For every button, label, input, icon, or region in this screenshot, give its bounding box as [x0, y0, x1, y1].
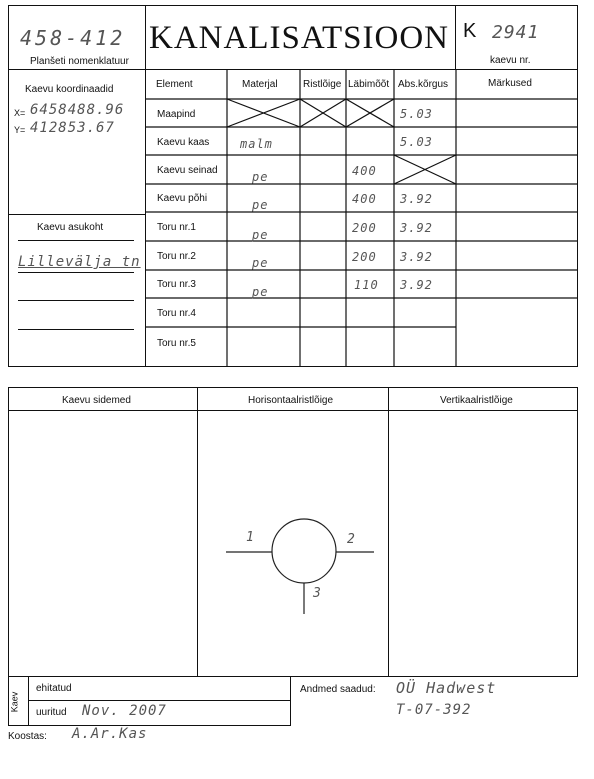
x-coordinate: 6458488.96	[30, 102, 125, 118]
koostas-value: A.Ar.Kas	[72, 726, 148, 742]
cell-abs-korgus: 3.92	[400, 250, 433, 264]
row-element: Kaevu kaas	[157, 137, 210, 148]
footer-mid-line	[28, 700, 290, 701]
location-label: Kaevu asukoht	[37, 222, 104, 233]
cell-materjal: pe	[252, 228, 269, 242]
cell-abs-korgus: 3.92	[400, 192, 433, 206]
andmed-label: Andmed saadud:	[300, 684, 376, 695]
col-header-element: Element	[156, 79, 193, 90]
planseti-label: Planšeti nomenklatuur	[30, 56, 129, 67]
row-element: Toru nr.1	[157, 222, 196, 233]
cell-materjal: malm	[240, 137, 273, 151]
col-header-materjal: Materjal	[242, 79, 278, 90]
cell-labimoot: 400	[352, 192, 377, 206]
row-element: Toru nr.3	[157, 279, 196, 290]
cell-abs-korgus: 3.92	[400, 221, 433, 235]
vertikaal-label: Vertikaalristlõige	[440, 395, 513, 406]
x-prefix: X=	[14, 108, 26, 118]
kaevu-number-label: kaevu nr.	[490, 55, 531, 66]
col-header-abs-korgus: Abs.kõrgus	[398, 79, 449, 90]
row-element: Kaevu seinad	[157, 165, 218, 176]
k-letter: K	[463, 20, 477, 42]
cell-materjal: pe	[252, 285, 269, 299]
cell-materjal: pe	[252, 170, 269, 184]
row-element: Toru nr.5	[157, 338, 196, 349]
footer-kaev-divider	[28, 677, 29, 726]
cell-labimoot: 200	[352, 250, 377, 264]
planseti-number: 458-412	[20, 26, 126, 50]
row-element: Toru nr.4	[157, 308, 196, 319]
cell-abs-korgus: 5.03	[400, 135, 433, 149]
footer-left-bottom	[8, 725, 290, 726]
coordinates-label: Kaevu koordinaadid	[25, 84, 114, 95]
sidemed-label: Kaevu sidemed	[62, 395, 131, 406]
page-title: KANALISATSIOON	[149, 20, 449, 56]
y-prefix: Y=	[14, 125, 26, 135]
ehitatud-label: ehitatud	[36, 683, 72, 694]
cell-materjal: pe	[252, 256, 269, 270]
cell-materjal: pe	[252, 198, 269, 212]
pipe-label-1: 1	[246, 530, 255, 545]
location-value: Lillevälja tn	[18, 254, 141, 270]
pipe-label-2: 2	[347, 532, 356, 547]
row-element: Maapind	[157, 109, 196, 120]
col-header-ristloige: Ristlõige	[303, 79, 342, 90]
andmed-value-2: T-07-392	[396, 702, 472, 718]
cell-labimoot: 200	[352, 221, 377, 235]
uuritud-value: Nov. 2007	[82, 703, 167, 719]
col-header-labimoot: Läbimõõt	[348, 79, 390, 90]
koostas-label: Koostas:	[8, 731, 47, 742]
cell-labimoot: 400	[352, 164, 377, 178]
footer-right-divider	[290, 677, 291, 726]
kaev-label: Kaev	[9, 691, 20, 713]
cell-abs-korgus: 3.92	[400, 278, 433, 292]
cell-labimoot: 110	[354, 278, 379, 292]
row-element: Kaevu põhi	[157, 193, 208, 204]
andmed-value: OÜ Hadwest	[396, 679, 497, 697]
kaevu-number: 2941	[492, 22, 540, 43]
col-header-markused: Märkused	[488, 78, 532, 89]
y-coordinate: 412853.67	[30, 120, 115, 136]
horisontaal-label: Horisontaalristlõige	[248, 395, 334, 406]
uuritud-label: uuritud	[36, 707, 67, 718]
pipe-label-3: 3	[313, 586, 322, 601]
row-element: Toru nr.2	[157, 251, 196, 262]
cell-abs-korgus: 5.03	[400, 107, 433, 121]
